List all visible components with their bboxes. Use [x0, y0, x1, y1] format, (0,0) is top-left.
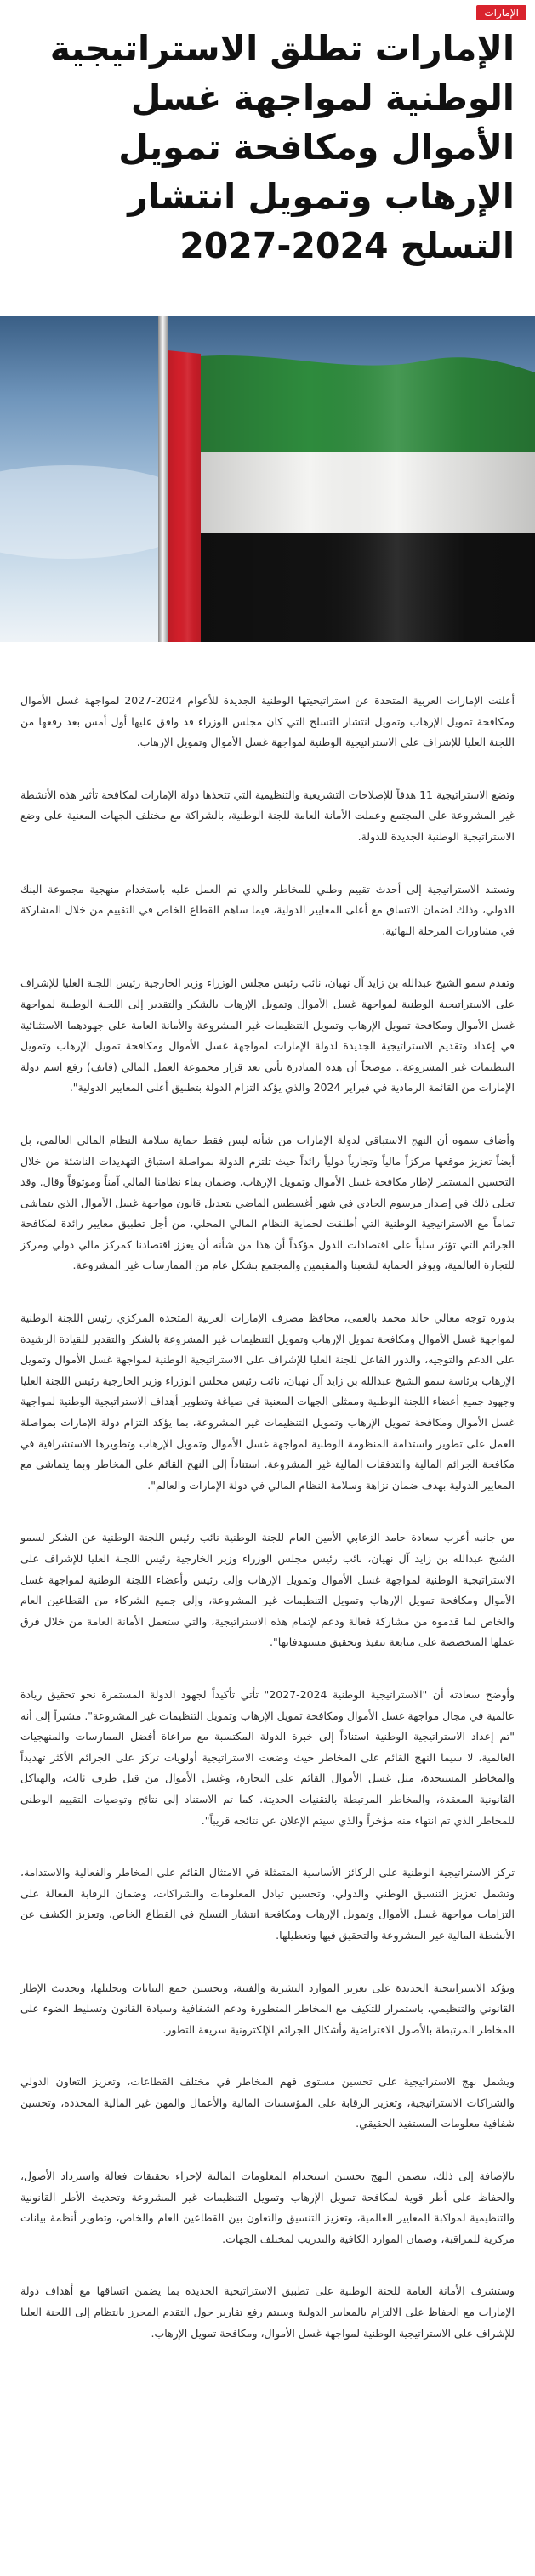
article-paragraph: وأضاف سموه أن النهج الاستباقي لدولة الإمارات من شأنه ليس فقط حماية سلامة النظام المالي العالمي، بل أيضاً تعزيز موقعها مركزاً مالياً وتجارياً دولياً رائداً حيث تلتزم الدولة بمواصلة استباق التهديدات الناشئة من خلال التحسين المستمر لإطار مكافحة غسل الأموال وتمويل الإرهاب. وضمان بقاء نظامنا المالي آمناً وموثوقاً وقال. وقد تجلى ذلك في إصدار مرسوم الحادي في شهر أغسطس الماضي بتعديل قانون مواجهة غسل الأموال الذي يتماشى تماماً مع الاستراتيجية الوطنية التي أطلقت لحماية النظام المالي المحلي، من أجل تطبيق معايير رائدة لمكافحة الجرائم التي تؤثر سلباً على اقتصادات الدول مؤكداً أن هذا من شأنه أن يعزز اقتصادنا كمركز مالي دولي ومركز للتجارة العالمية، ويوفر الحماية لشعبنا والمقيمين والمجتمع بشكل عام من الممارسات غير المشروعة.: [20, 1133, 515, 1272]
uae-flag-illustration: [0, 316, 535, 642]
article-body: [0, 691, 535, 2375]
article-paragraph: وتؤكد الاستراتيجية الجديدة على تعزيز الموارد البشرية والفنية، وتحسين جمع البيانات وتحليلها، وتحديث الإطار القانوني والتنظيمي، باستمرار للتكيف مع المخاطر المتطورة ودعم الشفافية وسيادة القانون وتسليط الضوء على المخاطر المرتبطة بالأصول الافتراضية وأشكال الجرائم الإلكترونية سريعة التطور.: [20, 1981, 515, 2036]
flag-body: [189, 316, 535, 642]
article-paragraph: بالإضافة إلى ذلك، تتضمن النهج تحسين استخدام المعلومات المالية لإجراء تحقيقات فعالة واسترداد الأصول، والحفاظ على أطر قوية لمكافحة تمويل الإرهاب وتمويل التنظيمات غير المشروعة وتحديث الأطر القانونية والتنظيمية لمواكبة المعايير العالمية، وتعزيز التنسيق والتعاون بين القطاعين العام والخاص، وتطوير أنظمة بيانات مركزية للمراقبة، وضمان الموارد الكافية والتدريب لمختلف الجهات.: [20, 2169, 515, 2245]
article-paragraph: من جانبه أعرب سعادة حامد الزعابي الأمين العام للجنة الوطنية نائب رئيس اللجنة الوطنية عن الشكر لسمو الشيخ عبدالله بن زايد آل نهيان، نائب رئيس مجلس الوزراء وزير الخارجية رئيس اللجنة العليا للإشراف على الاستراتيجية الوطنية لمواجهة غسل الأموال وتمويل الإرهاب وإلى رئيس وأعضاء اللجنة الوطنية لمواجهة غسل الأموال ومكافحة تمويل الإرهاب وتمويل التنظيمات غير المشروعة، وإلى جميع الشركاء من القطاعين العام والخاص لما قدموه من مشاركة فعالة ودعم لإتمام هذه الاستراتيجية، والتي ستعمل الأمانة العامة من خلال فرق عملها المتخصصة على متابعة تنفيذ وتحقيق مستهدفاتها".: [20, 1531, 515, 1649]
article-paragraph: وأوضح سعادته أن "الاستراتيجية الوطنية 2024-2027" تأتي تأكيداً لجهود الدولة المستمرة نحو تحقيق ريادة عالمية في مجال مواجهة غسل الأموال ومكافحة تمويل الإرهاب وتمويل التنظيمات غير المشروعة". مشيراً إلى أنه "تم إعداد الاستراتيجية الوطنية استناداً إلى خبرة الدولة المكتسبة مع مراعاة أفضل الممارسات والمنهجيات العالمية، لا سيما النهج القائم على المخاطر حيث وضعت الاستراتيجية أولويات تركز على الجرائم الأكثر تهديداً والمخاطر المستجدة، مثل غسل الأموال القائم على التجارة، وغسل الأموال من قبل طرف ثالث، والهياكل القانونية المعقدة، والمخاطر المرتبطة بالتقنيات الحديثة. كما تم الاستناد إلى نتائج وتوصيات التقييم الوطني للمخاطر الذي تم انتهاء منه مؤخراً والذي سيتم الإعلان عن نتائجه قريباً".: [20, 1687, 515, 1827]
article-paragraph: بدوره توجه معالي خالد محمد بالعمى، محافظ مصرف الإمارات العربية المتحدة المركزي رئيس اللجنة الوطنية لمواجهة غسل الأموال ومكافحة تمويل الإرهاب وتمويل التنظيمات غير المشروعة بالشكر والتقدير للقيادة الرشيدة على الدعم والتوجيه، والدور الفاعل للجنة العليا للإشراف على الاستراتيجية الوطنية لمواجهة غسل الأموال وتمويل الإرهاب برئاسة سمو الشيخ عبدالله بن زايد آل نهيان، نائب رئيس مجلس الوزراء وزير الخارجية رئيس اللجنة العليا وجهود جميع أعضاء اللجنة الوطنية وممثلي الجهات المعنية في صياغة وتطوير أهداف الاستراتيجية الوطنية لمواجهة غسل الأموال ومكافحة تمويل الإرهاب وتمويل التنظيمات غير المشروعة، بما يؤكد التزام دولة الإمارات بمواصلة العمل على تطوير واستدامة المنظومة الوطنية لمواجهة غسل الأموال وتمويل الإرهاب وتطويرها الاستشرافية في مكافحة الجرائم المالية والتدفقات المالية غير المشروعة. استناداً إلى النهج القائم على المخاطر وبما يتماشى مع المعايير الدولية بهدف ضمان نزاهة وسلامة النظام المالي في دولة الإمارات والعالم".: [20, 1311, 515, 1492]
category-tag[interactable]: الإمارات: [476, 5, 526, 20]
article-paragraph: وتستند الاستراتيجية إلى أحدث تقييم وطني للمخاطر والذي تم العمل عليه باستخدام منهجية مجموعة البنك الدولي، وذلك لضمان الاتساق مع أعلى المعايير الدولية، فيما ساهم القطاع الخاص في التقييم من خلال المشاركة في مشاورات المرحلة النهائية.: [20, 882, 515, 937]
article-paragraph: أعلنت الإمارات العربية المتحدة عن استراتيجيتها الوطنية الجديدة للأعوام 2024-2027 لمواجهة غسل الأموال ومكافحة تمويل الإرهاب وتمويل انتشار التسلح التي كان مجلس الوزراء قد وافق عليها أول أمس بعد رفعها من اللجنة العليا للإشراف على الاستراتيجية الوطنية لمواجهة غسل الأموال وتمويل الإرهاب.: [20, 694, 515, 749]
article-paragraph: وتضع الاستراتيجية 11 هدفاً للإصلاحات التشريعية والتنظيمية التي تتخذها دولة الإمارات لمكافحة تأثير هذه الأنشطة غير المشروعة على المجتمع وعملت الأمانة العامة للجنة الوطنية، بالشراكة مع مختلف الجهات المعنية على وضع الاستراتيجية الوطنية الجديدة للدولة.: [20, 788, 515, 843]
article-paragraph: وتقدم سمو الشيخ عبدالله بن زايد آل نهيان، نائب رئيس مجلس الوزراء وزير الخارجية رئيس اللجنة العليا للإشراف على الاستراتيجية الوطنية لمواجهة غسل الأموال وتمويل الإرهاب بالشكر والتقدير إلى اللجنة الوطنية لمواجهة غسل الأموال ومكافحة تمويل الإرهاب وتمويل التنظيمات غير المشروعة والأمانة العامة على جهودهما الاستثنائية في إعداد وتقديم الاستراتيجية الجديدة لدولة الإمارات لمواجهة غسل الأموال ومكافحة تمويل الإرهاب وتمويل التنظيمات غير المشروعة.. موضحاً أن هذه المبادرة تأتي بعد قرار مجموعة العمل المالي (فاتف) رفع اسم دولة الإمارات من القائمة الرمادية في فبراير 2024 والذي يؤكد التزام الدولة بتطبيق أعلى المعايير الدولية".: [20, 976, 515, 1095]
article-paragraph: تركز الاستراتيجية الوطنية على الركائز الأساسية المتمثلة في الامتثال القائم على المخاطر والفعالية والاستدامة، وتشمل تعزيز التنسيق الوطني والدولي، وتحسين تبادل المعلومات والشراكات، وضمان الرقابة الفعالة على التزامات مواجهة غسل الأموال وتمويل الإرهاب ومكافحة انتشار التسلح في القطاع الخاص، وتعزيز الكشف عن الأنشطة المالية غير المشروعة والتحقيق فيها وتعطيلها.: [20, 1866, 515, 1942]
article-headline: الإمارات تطلق الاستراتيجية الوطنية لمواجهة غسل الأموال ومكافحة تمويل الإرهاب وتمويل انتشار التسلح 2024-2027: [49, 28, 515, 266]
hero-image-uae-flag: [0, 316, 535, 642]
article-paragraph: وستشرف الأمانة العامة للجنة الوطنية على تطبيق الاستراتيجية الجديدة بما يضمن اتساقها مع أهداف دولة الإمارات مع الحفاظ على الالتزام بالمعايير الدولية وسيتم رفع تقارير حول التقدم المحرز بانتظام إلى اللجنة العليا للإشراف على الاستراتيجية الوطنية لمواجهة غسل الأموال، ومكافحة تمويل الإرهاب.: [20, 2284, 515, 2340]
article-paragraph: ويشمل نهج الاستراتيجية على تحسين مستوى فهم المخاطر في مختلف القطاعات، وتعزيز التعاون الدولي والشراكات الاستراتيجية، وتعزيز الرقابة على المؤسسات المالية والأعمال والمهن غير المالية المحددة، وتحسين شفافية معلومات المستفيد الحقيقي.: [20, 2075, 515, 2130]
